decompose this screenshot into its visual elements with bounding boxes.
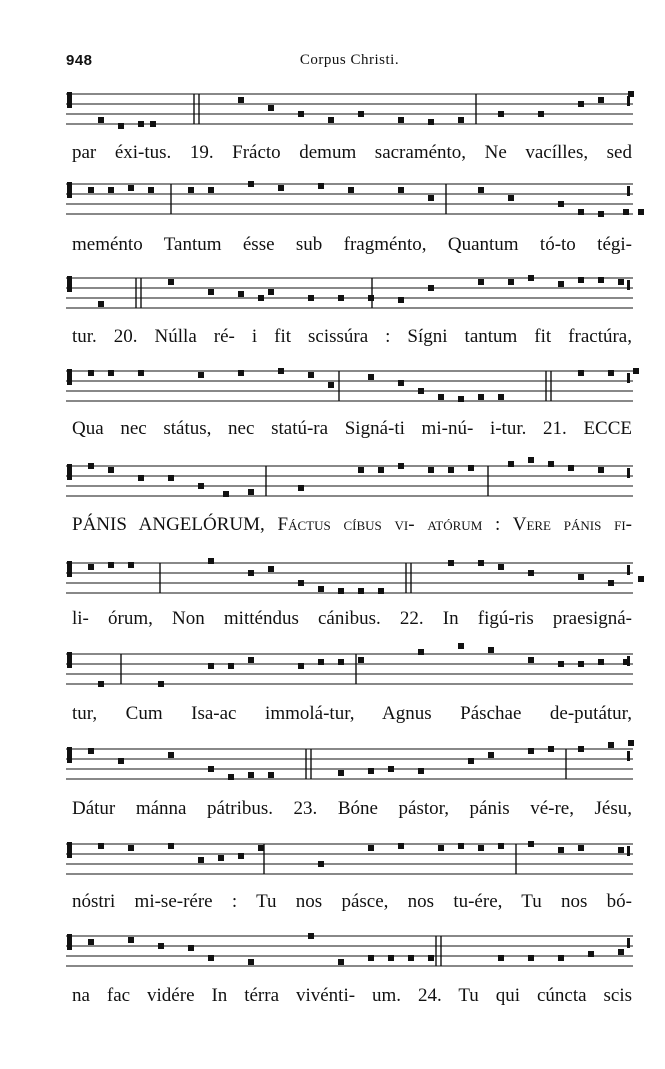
staff-svg	[66, 928, 633, 976]
neume	[138, 370, 144, 376]
custos-mark	[627, 373, 630, 383]
neume	[618, 279, 624, 285]
staff-svg	[66, 646, 633, 694]
neume	[398, 463, 404, 469]
neume	[498, 111, 504, 117]
neume	[238, 370, 244, 376]
clef-mark	[67, 276, 72, 292]
lyric-line: na fac vidére In térra vivénti- um. 24. Tu qui cúncta scis	[72, 985, 632, 1006]
neume	[198, 857, 204, 863]
neume	[633, 368, 639, 374]
neume	[508, 461, 514, 467]
neume	[578, 209, 584, 215]
neume	[88, 748, 94, 754]
custos-mark	[627, 938, 630, 948]
custos-mark	[627, 96, 630, 106]
neume	[628, 740, 634, 746]
neume	[328, 117, 334, 123]
neume	[128, 562, 134, 568]
neume	[548, 746, 554, 752]
neume	[478, 845, 484, 851]
page-number: 948	[66, 52, 93, 69]
neume	[398, 117, 404, 123]
neume	[88, 564, 94, 570]
neume	[248, 570, 254, 576]
neume	[598, 211, 604, 217]
neume	[118, 123, 124, 129]
neume	[88, 939, 94, 945]
neume	[598, 97, 604, 103]
clef-mark	[67, 747, 72, 763]
neume	[248, 772, 254, 778]
neume	[558, 955, 564, 961]
neume	[448, 467, 454, 473]
neume	[578, 277, 584, 283]
neume	[598, 467, 604, 473]
lyric-line: tur, Cum Isa-ac immolá-tur, Agnus Páschae de-putátur,	[72, 703, 632, 724]
neume	[438, 394, 444, 400]
neume	[108, 187, 114, 193]
neume	[88, 463, 94, 469]
neume	[223, 491, 229, 497]
neume	[558, 281, 564, 287]
neume	[578, 845, 584, 851]
neume	[418, 388, 424, 394]
neume	[338, 770, 344, 776]
neume	[98, 117, 104, 123]
neume	[638, 209, 644, 215]
chant-staff	[66, 928, 633, 976]
chant-staff	[66, 555, 633, 603]
neume	[488, 647, 494, 653]
neume	[198, 483, 204, 489]
neume	[548, 461, 554, 467]
clef-mark	[67, 934, 72, 950]
neume	[358, 588, 364, 594]
neume	[568, 465, 574, 471]
neume	[458, 396, 464, 402]
neume	[318, 659, 324, 665]
neume	[268, 566, 274, 572]
custos-mark	[627, 186, 630, 196]
neume	[598, 659, 604, 665]
neume	[298, 485, 304, 491]
neume	[208, 187, 214, 193]
neume	[528, 457, 534, 463]
neume	[208, 955, 214, 961]
lyric-line: Dátur mánna pátribus. 23. Bóne pástor, pánis vé-re, Jésu,	[72, 798, 632, 819]
neume	[508, 279, 514, 285]
chant-staff	[66, 741, 633, 789]
lyric-line: PÁNIS ANGELÓRUM, Fáctus cíbus vi- atórum : Vere pánis fi-	[72, 514, 632, 535]
neume	[208, 289, 214, 295]
neume	[468, 758, 474, 764]
neume	[258, 295, 264, 301]
clef-mark	[67, 369, 72, 385]
neume	[428, 955, 434, 961]
chant-staff	[66, 836, 633, 884]
clef-mark	[67, 464, 72, 480]
lyric-line: li- órum, Non mitténdus cánibus. 22. In figú-ris praesigná-	[72, 608, 632, 629]
neume	[348, 187, 354, 193]
neume	[388, 766, 394, 772]
neume	[338, 588, 344, 594]
neume	[148, 187, 154, 193]
neume	[118, 758, 124, 764]
neume	[598, 277, 604, 283]
neume	[468, 465, 474, 471]
chant-staff	[66, 458, 633, 506]
neume	[478, 394, 484, 400]
neume	[308, 372, 314, 378]
neume	[98, 301, 104, 307]
neume	[398, 297, 404, 303]
staff-svg	[66, 741, 633, 789]
neume	[428, 119, 434, 125]
neume	[318, 861, 324, 867]
neume	[398, 843, 404, 849]
neume	[238, 97, 244, 103]
neume	[228, 774, 234, 780]
neume	[618, 949, 624, 955]
staff-svg	[66, 458, 633, 506]
neume	[218, 855, 224, 861]
clef-mark	[67, 561, 72, 577]
neume	[498, 564, 504, 570]
neume	[508, 195, 514, 201]
neume	[248, 657, 254, 663]
chant-staff	[66, 86, 633, 134]
custos-mark	[627, 280, 630, 290]
neume	[208, 558, 214, 564]
neume	[358, 657, 364, 663]
neume	[578, 574, 584, 580]
clef-mark	[67, 92, 72, 108]
clef-mark	[67, 652, 72, 668]
neume	[158, 943, 164, 949]
neume	[318, 183, 324, 189]
neume	[578, 101, 584, 107]
neume	[428, 467, 434, 473]
clef-mark	[67, 842, 72, 858]
neume	[558, 661, 564, 667]
neume	[418, 649, 424, 655]
neume	[128, 845, 134, 851]
neume	[608, 370, 614, 376]
neume	[528, 841, 534, 847]
custos-mark	[627, 468, 630, 478]
neume	[538, 111, 544, 117]
neume	[378, 467, 384, 473]
neume	[458, 117, 464, 123]
staff-svg	[66, 363, 633, 411]
neume	[278, 185, 284, 191]
neume	[138, 475, 144, 481]
neume	[358, 111, 364, 117]
neume	[478, 279, 484, 285]
neume	[498, 394, 504, 400]
neume	[498, 843, 504, 849]
neume	[98, 681, 104, 687]
neume	[558, 201, 564, 207]
staff-svg	[66, 270, 633, 318]
neume	[638, 576, 644, 582]
custos-mark	[627, 751, 630, 761]
neume	[268, 772, 274, 778]
neume	[248, 959, 254, 965]
neume	[368, 295, 374, 301]
neume	[608, 580, 614, 586]
staff-svg	[66, 86, 633, 134]
lyric-line: Qua nec státus, nec statú-ra Signá-ti mi-nú- i-tur. 21. ECCE	[72, 418, 632, 439]
staff-svg	[66, 176, 633, 224]
neume	[208, 766, 214, 772]
neume	[318, 586, 324, 592]
neume	[208, 663, 214, 669]
neume	[608, 742, 614, 748]
neume	[558, 847, 564, 853]
neume	[368, 768, 374, 774]
neume	[150, 121, 156, 127]
neume	[158, 681, 164, 687]
chant-staff	[66, 270, 633, 318]
neume	[168, 279, 174, 285]
neume	[528, 275, 534, 281]
chant-staff	[66, 363, 633, 411]
neume	[128, 937, 134, 943]
neume	[278, 368, 284, 374]
neume	[168, 475, 174, 481]
neume	[528, 748, 534, 754]
neume	[398, 187, 404, 193]
neume	[168, 752, 174, 758]
neume	[308, 295, 314, 301]
neume	[368, 955, 374, 961]
neume	[358, 467, 364, 473]
clef-mark	[67, 182, 72, 198]
chant-staff	[66, 646, 633, 694]
neume	[618, 847, 624, 853]
neume	[428, 285, 434, 291]
neume	[478, 187, 484, 193]
neume	[298, 663, 304, 669]
neume	[578, 746, 584, 752]
neume	[108, 467, 114, 473]
neume	[108, 562, 114, 568]
neume	[488, 752, 494, 758]
neume	[578, 370, 584, 376]
neume	[338, 295, 344, 301]
neume	[308, 933, 314, 939]
running-title: Corpus Christi.	[299, 52, 400, 68]
neume	[368, 845, 374, 851]
neume	[498, 955, 504, 961]
neume	[88, 370, 94, 376]
neume	[438, 845, 444, 851]
neume	[188, 945, 194, 951]
lyric-line: meménto Tantum ésse sub fragménto, Quantum tó-to tégi-	[72, 234, 632, 255]
neume	[378, 588, 384, 594]
lyric-line: nóstri mi-se-rére : Tu nos pásce, nos tu-ére, Tu nos bó-	[72, 891, 632, 912]
neume	[268, 289, 274, 295]
neume	[338, 659, 344, 665]
neume	[428, 195, 434, 201]
neume	[578, 661, 584, 667]
neume	[108, 370, 114, 376]
neume	[448, 560, 454, 566]
neume	[338, 959, 344, 965]
chant-staff	[66, 176, 633, 224]
neume	[128, 185, 134, 191]
custos-mark	[627, 565, 630, 575]
staff-svg	[66, 555, 633, 603]
neume	[528, 657, 534, 663]
neume	[588, 951, 594, 957]
neume	[528, 955, 534, 961]
page-header	[66, 50, 633, 72]
neume	[238, 853, 244, 859]
neume	[418, 768, 424, 774]
neume	[368, 374, 374, 380]
lyric-line: par éxi-tus. 19. Frácto demum sacraménto, Ne vacílles, sed	[72, 142, 632, 163]
neume	[138, 121, 144, 127]
neume	[458, 643, 464, 649]
neume	[478, 560, 484, 566]
custos-mark	[627, 846, 630, 856]
lyric-line: tur. 20. Núlla ré- i fit scissúra : Sígni tantum fit fractúra,	[72, 326, 632, 347]
neume	[88, 187, 94, 193]
neume	[298, 111, 304, 117]
neume	[238, 291, 244, 297]
neume	[388, 955, 394, 961]
neume	[458, 843, 464, 849]
staff-svg	[66, 836, 633, 884]
neume	[328, 382, 334, 388]
custos-mark	[627, 656, 630, 666]
neume	[298, 580, 304, 586]
neume	[258, 845, 264, 851]
neume	[398, 380, 404, 386]
neume	[248, 489, 254, 495]
neume	[198, 372, 204, 378]
neume	[528, 570, 534, 576]
neume	[168, 843, 174, 849]
neume	[408, 955, 414, 961]
neume	[228, 663, 234, 669]
neume	[248, 181, 254, 187]
neume	[98, 843, 104, 849]
neume	[188, 187, 194, 193]
neume	[623, 209, 629, 215]
neume	[268, 105, 274, 111]
